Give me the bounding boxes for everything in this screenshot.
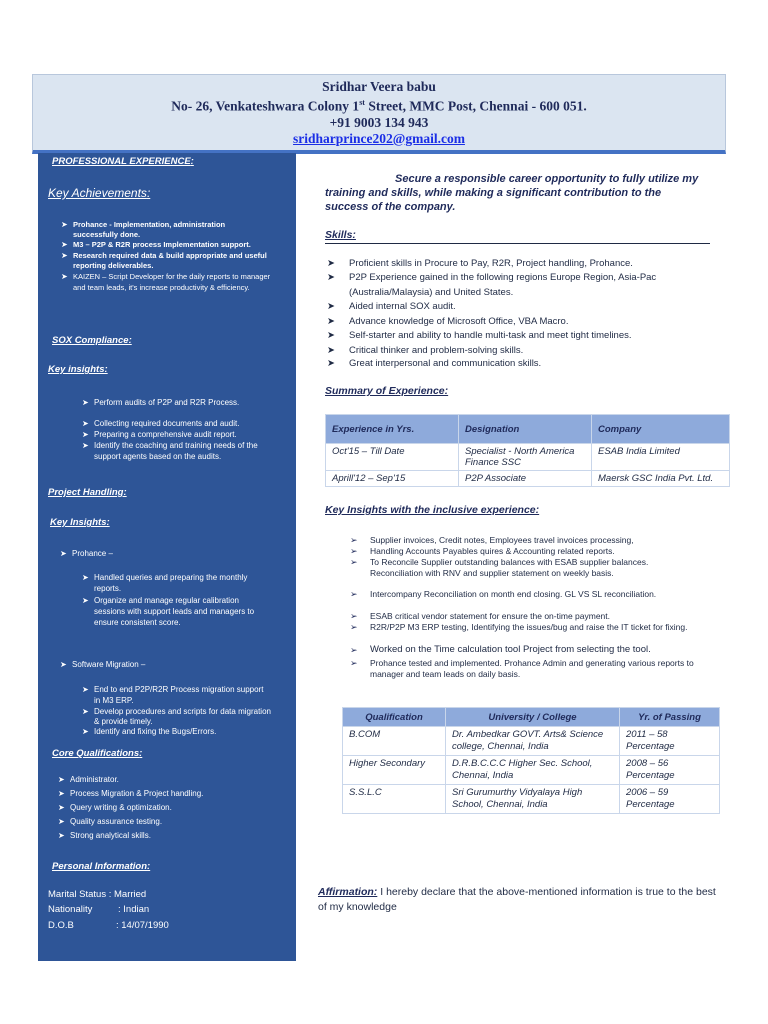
arrow-bullet-icon: ➤ — [60, 549, 67, 558]
arrow-bullet-icon: ➤ — [61, 240, 68, 249]
arrow-bullet-icon: ➤ — [327, 316, 335, 327]
list-item: ➤ End to end P2P/R2R Process migration support in M3 ERP. — [82, 685, 264, 705]
arrow-bullet-icon: ➤ — [327, 345, 335, 356]
arrow-bullet-icon: ➤ — [58, 775, 65, 784]
email-link[interactable]: sridharprince202@gmail.com — [293, 130, 465, 146]
arrow-bullet-icon: ➤ — [82, 419, 89, 428]
list-item: ➤ Software Migration – — [60, 660, 146, 669]
list-item: ➢ To Reconcile Supplier outstanding balances with ESAB supplier balances. Reconciliation with RNV and supplier statement on weekly basis. — [350, 557, 649, 578]
candidate-phone: +91 9003 134 943 — [329, 114, 429, 130]
skills-heading: Skills: — [325, 229, 356, 241]
address-text-end: Street, MMC Post, Chennai - 600 051. — [364, 98, 587, 114]
arrow-bullet-icon: ➢ — [350, 622, 358, 632]
arrow-bullet-icon: ➤ — [61, 220, 68, 229]
list-item: ➤ Administrator. — [58, 775, 119, 784]
arrow-bullet-icon: ➤ — [327, 358, 335, 369]
table-cell: Higher Secondary — [343, 756, 446, 785]
arrow-bullet-icon: ➤ — [82, 707, 89, 716]
arrow-bullet-icon: ➤ — [327, 301, 335, 312]
arrow-bullet-icon: ➢ — [350, 589, 358, 599]
candidate-name: Sridhar Veera babu — [322, 79, 436, 94]
list-item: ➢ Intercompany Reconciliation on month end closing. GL VS SL reconciliation. — [350, 589, 657, 599]
arrow-bullet-icon: ➤ — [82, 398, 89, 407]
list-item: ➤ Perform audits of P2P and R2R Process. — [82, 398, 240, 407]
arrow-bullet-icon: ➢ — [350, 557, 358, 567]
list-item: ➤ M3 – P2P & R2R process Implementation support. — [61, 240, 251, 249]
arrow-bullet-icon: ➤ — [82, 430, 89, 439]
dob-label: D.O.B — [48, 920, 74, 931]
nationality-label: Nationality — [48, 904, 93, 915]
column-header: Experience in Yrs. — [326, 415, 459, 444]
list-item: ➤ Identify and fixing the Bugs/Errors. — [82, 727, 217, 736]
column-header: University / College — [446, 708, 620, 727]
list-item: ➤ Research required data & build appropriate and useful reporting deliverables. — [61, 251, 267, 270]
list-item: ➤ Strong analytical skills. — [58, 831, 151, 840]
table-cell: 2008 – 56 Percentage — [620, 756, 720, 785]
table-cell: Aprill'12 – Sep'15 — [326, 471, 459, 487]
list-item: ➢ Supplier invoices, Credit notes, Employees travel invoices processing, — [350, 535, 634, 545]
list-item: ➤ Develop procedures and scripts for data migration & provide timely. — [82, 707, 271, 726]
career-objective: Secure a responsible career opportunity to fully utilize my training and skills, while making a significant contribution to the success of the company. — [325, 173, 699, 213]
list-item: ➤ Self-starter and ability to handle multi-task and meet tight timelines. — [349, 329, 729, 344]
list-item: ➤ Handled queries and preparing the monthly reports. — [82, 573, 248, 593]
professional-experience-heading: PROFESSIONAL EXPERIENCE: — [52, 156, 194, 167]
column-header: Designation — [459, 415, 592, 444]
list-item: ➤ Prohance - Implementation, administration successfully done. — [61, 220, 226, 239]
table-row — [326, 444, 730, 471]
affirmation-label: Affirmation: — [318, 886, 378, 898]
core-qualifications-heading: Core Qualifications: — [52, 748, 143, 759]
list-item: ➤ KAIZEN – Script Developer for the daily reports to manager and team leads, it's increase productivity & efficiency. — [61, 272, 271, 292]
section-divider — [325, 243, 710, 244]
table-cell: 2011 – 58 Percentage — [620, 727, 720, 756]
list-item: ➤ Query writing & optimization. — [58, 803, 172, 812]
table-row — [326, 471, 730, 487]
arrow-bullet-icon: ➢ — [350, 645, 358, 655]
table-header-row — [343, 708, 720, 727]
table-row — [343, 727, 720, 756]
table-row — [343, 785, 720, 814]
arrow-bullet-icon: ➢ — [350, 611, 358, 621]
list-item: ➢ Worked on the Time calculation tool Project from selecting the tool. — [350, 644, 651, 655]
arrow-bullet-icon: ➤ — [327, 272, 335, 283]
qualification-table — [342, 707, 720, 814]
experience-table — [325, 414, 730, 487]
list-item: ➤ P2P Experience gained in the following regions Europe Region, Asia-Pac (Australia/Malaysia) and United States. — [327, 272, 657, 298]
candidate-address — [33, 95, 725, 115]
sox-compliance-heading: SOX Compliance: — [52, 335, 132, 346]
table-header-row — [326, 415, 730, 444]
table-cell: P2P Associate — [459, 471, 592, 487]
arrow-bullet-icon: ➤ — [58, 803, 65, 812]
list-item: ➤ Quality assurance testing. — [58, 817, 163, 826]
affirmation-text: I hereby declare that the above-mentioned information is true to the best of my knowledge — [318, 886, 716, 913]
list-item: ➢ Prohance tested and implemented. Prohance Admin and generating various reports to manager and team leads on daily basis. — [350, 658, 694, 679]
marital-status: Marital Status : Married — [48, 889, 147, 900]
list-item: ➤ Critical thinker and problem-solving skills. — [349, 344, 729, 359]
project-handling-heading: Project Handling: — [48, 487, 127, 498]
table-cell: B.COM — [343, 727, 446, 756]
arrow-bullet-icon: ➤ — [61, 272, 68, 281]
resume-header — [32, 74, 726, 154]
arrow-bullet-icon: ➤ — [327, 330, 335, 341]
list-item: ➢ R2R/P2P M3 ERP testing, Identifying the issues/bug and raise the IT ticket for fixing. — [350, 622, 688, 632]
list-item: ➤ Great interpersonal and communication skills. — [349, 357, 729, 372]
sidebar-panel — [38, 153, 296, 961]
table-cell: Oct'15 – Till Date — [326, 444, 459, 471]
arrow-bullet-icon: ➤ — [58, 789, 65, 798]
arrow-bullet-icon: ➤ — [82, 727, 89, 736]
column-header: Yr. of Passing — [620, 708, 720, 727]
table-cell: Dr. Ambedkar GOVT. Arts& Science college, Chennai, India — [446, 727, 620, 756]
arrow-bullet-icon: ➤ — [82, 685, 89, 694]
nationality-value: : Indian — [118, 904, 150, 915]
table-cell: Sri Gurumurthy Vidyalaya High School, Chennai, India — [446, 785, 620, 814]
table-cell: S.S.L.C — [343, 785, 446, 814]
arrow-bullet-icon: ➤ — [58, 831, 65, 840]
summary-heading: Summary of Experience: — [325, 385, 449, 397]
table-row — [343, 756, 720, 785]
affirmation-statement — [318, 885, 718, 915]
arrow-bullet-icon: ➤ — [58, 817, 65, 826]
arrow-bullet-icon: ➤ — [60, 660, 67, 669]
arrow-bullet-icon: ➤ — [82, 441, 89, 450]
arrow-bullet-icon: ➤ — [82, 573, 89, 582]
table-cell: Maersk GSC India Pvt. Ltd. — [592, 471, 730, 487]
arrow-bullet-icon: ➢ — [350, 535, 358, 545]
insights-heading: Key Insights with the inclusive experience: — [325, 504, 540, 516]
key-achievements-heading: Key Achievements: — [48, 186, 151, 200]
list-item: ➤ Advance knowledge of Microsoft Office, VBA Macro. — [349, 315, 729, 330]
arrow-bullet-icon: ➢ — [350, 546, 358, 556]
table-cell: ESAB India Limited — [592, 444, 730, 471]
table-cell: Specialist - North America Finance SSC — [459, 444, 592, 471]
personal-information-heading: Personal Information: — [52, 861, 151, 872]
list-item: ➤ Collecting required documents and audit. — [82, 419, 240, 428]
list-item: ➢ Handling Accounts Payables quires & Accounting related reports. — [350, 546, 615, 556]
dob-value: : 14/07/1990 — [116, 920, 169, 931]
table-cell: 2006 – 59 Percentage — [620, 785, 720, 814]
list-item: ➢ ESAB critical vendor statement for ensure the on-time payment. — [350, 611, 611, 621]
column-header: Company — [592, 415, 730, 444]
list-item: ➤ Prohance – — [60, 549, 113, 558]
arrow-bullet-icon: ➤ — [327, 258, 335, 269]
column-header: Qualification — [343, 708, 446, 727]
list-item: ➤ Proficient skills in Procure to Pay, R2R, Project handling, Prohance. — [349, 257, 729, 272]
list-item: ➤ Organize and manage regular calibration sessions with support leads and managers to ensure consistent score. — [82, 596, 255, 627]
arrow-bullet-icon: ➢ — [350, 658, 358, 668]
list-item: ➤ Process Migration & Project handling. — [58, 789, 204, 798]
key-insights-heading-2: Key Insights: — [50, 517, 110, 528]
address-text: No- 26, Venkateshwara Colony 1 — [171, 98, 360, 114]
arrow-bullet-icon: ➤ — [82, 596, 89, 605]
key-insights-heading: Key insights: — [48, 364, 108, 375]
address-sup: st — [359, 98, 365, 107]
list-item: ➤ Aided internal SOX audit. — [349, 300, 729, 315]
list-item: ➤ Identify the coaching and training needs of the support agents based on the audits. — [82, 441, 258, 461]
list-item: ➤ Preparing a comprehensive audit report. — [82, 430, 237, 439]
arrow-bullet-icon: ➤ — [61, 251, 68, 260]
table-cell: D.R.B.C.C.C Higher Sec. School, Chennai, India — [446, 756, 620, 785]
